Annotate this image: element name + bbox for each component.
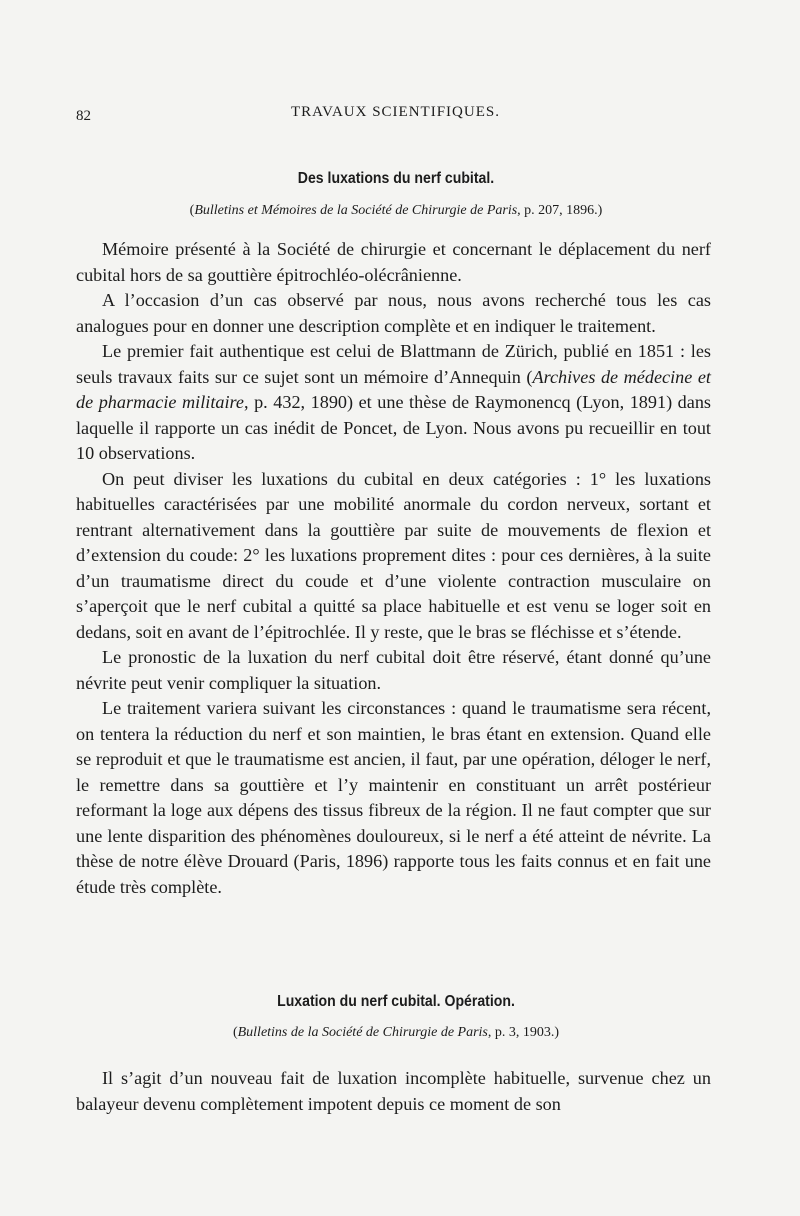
article-title-2: Luxation du nerf cubital. Opération. — [277, 993, 515, 1010]
journal-title: Archives de médecine et de pharmacie militaire — [76, 366, 711, 412]
paragraph-1: Mémoire présenté à la Société de chirurgie et concernant le déplacement du nerf cubital hors de sa gouttière épitrochléo-olécrânienne. — [76, 239, 711, 285]
article-citation-2 — [76, 1025, 716, 1041]
citation-details: , p. 3, 1903.) — [487, 1025, 560, 1040]
article-body-2 — [76, 1066, 711, 1117]
paragraph-3-text-a: Le premier fait authentique est celui de Blattmann de Zürich, publié en 1851 : les seuls travaux faits sur ce sujet sont un mémoire d’Annequin ( — [76, 341, 711, 387]
citation-prefix: ( — [232, 1025, 238, 1040]
running-title: TRAVAUX SCIENTIFIQUES. — [291, 104, 500, 120]
page-number: 82 — [76, 108, 91, 124]
paragraph-3 — [76, 339, 711, 467]
citation-journal: Bulletins et Mémoires de la Société de Chirurgie de Paris — [194, 203, 518, 218]
citation-details: , p. 207, 1896.) — [517, 203, 603, 218]
running-head — [76, 104, 716, 128]
paragraph-2: A l’occasion d’un cas observé par nous, nous avons recherché tous les cas analogues pour en donner une description complète et en indiquer le traitement. — [76, 290, 711, 336]
article-citation-1 — [76, 203, 716, 219]
paragraph-6: Le traitement variera suivant les circonstances : quand le traumatisme sera récent, on tentera la réduction du nerf et son maintien, le bras étant en extension. Quand elle se reproduit et que le traumatisme est ancien, il faut, par une opération, déloger le nerf, le remettre dans sa gouttière et l’y maintenir en constituant un arrêt postérieur reformant la loge aux dépens des tissus fibreux de la région. Il ne faut compter que sur une lente disparition des phénomènes douloureux, si le nerf a été atteint de névrite. La thèse de notre élève Drouard (Paris, 1896) rapporte tous les faits connus et en fait une étude très complète. — [76, 698, 711, 897]
citation-prefix: ( — [189, 203, 195, 218]
article-body-1 — [76, 237, 711, 900]
paragraph-5: Le pronostic de la luxation du nerf cubital doit être réservé, étant donné qu’une névrite peut venir compliquer la situation. — [76, 647, 711, 693]
paragraph-4: On peut diviser les luxations du cubital en deux catégories : 1° les luxations habituelles caractérisées par une mobilité anormale du cordon nerveux, sortant et rentrant alternativement dans la gouttière par suite de mouvements de flexion et d’extension du coude: 2° les luxations proprement dites : pour ces dernières, à la suite d’un traumatisme direct du coude et d’une violente contraction musculaire on s’aperçoit que le nerf cubital a quitté sa place habituelle et est venu se loger soit en dedans, soit en avant de l’épitrochlée. Il y reste, que le bras se fléchisse et s’étende. — [76, 468, 711, 642]
paragraph-1: Il s’agit d’un nouveau fait de luxation incomplète habituelle, survenue chez un balayeur devenu complètement impotent depuis ce moment de son — [76, 1068, 711, 1114]
citation-journal: Bulletins de la Société de Chirurgie de Paris — [237, 1025, 488, 1040]
article-title-1: Des luxations du nerf cubital. — [297, 170, 495, 187]
paragraph-3-text-b: , p. 432, 1890) et une thèse de Raymonencq (Lyon, 1891) dans laquelle il rapporte un cas inédit de Poncet, de Lyon. Nous avons pu recueillir en tout 10 observations. — [76, 392, 712, 463]
